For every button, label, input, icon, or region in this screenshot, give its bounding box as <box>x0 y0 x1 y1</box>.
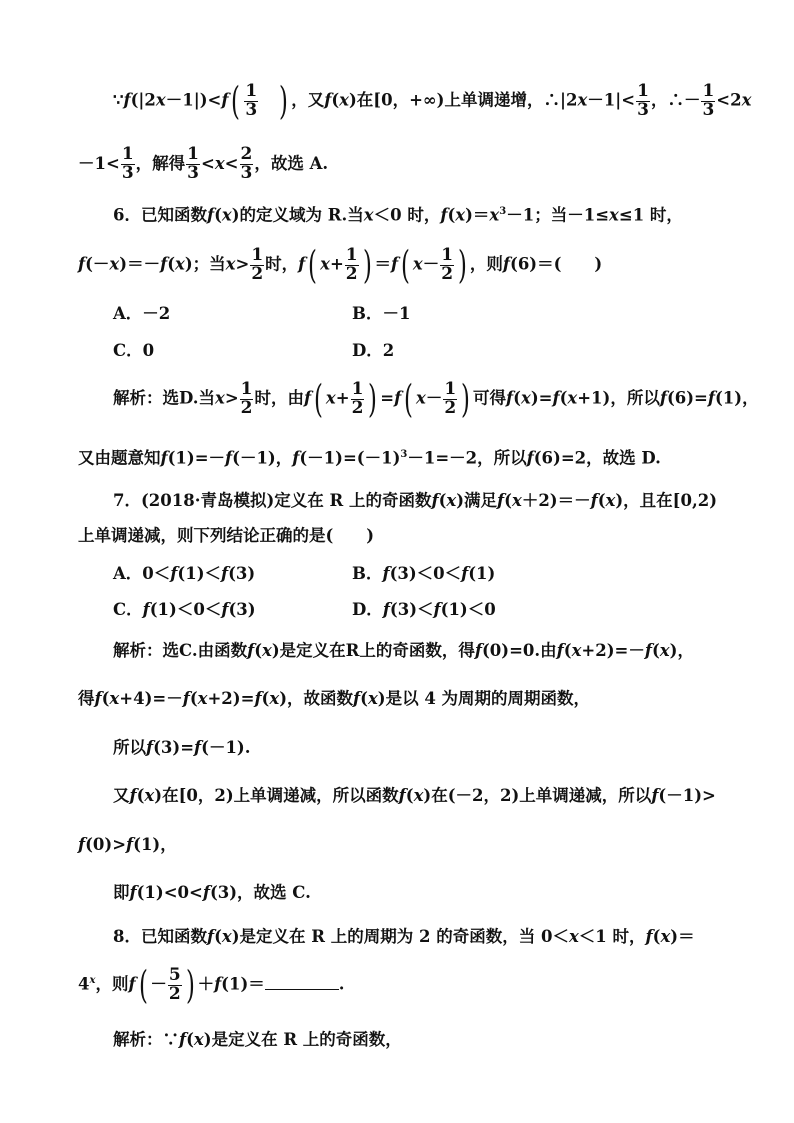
text: f <box>645 927 653 946</box>
text: ＝ <box>374 254 391 274</box>
text: x <box>175 254 185 274</box>
text: f <box>221 600 229 619</box>
text: )在[0，+∞)上单调递增，∴|2 <box>348 90 578 110</box>
text: x <box>660 927 671 946</box>
fraction <box>168 964 182 1004</box>
text: f <box>298 254 306 274</box>
text: (－1). <box>201 738 251 757</box>
text: (6)=2，故选 D. <box>533 448 661 468</box>
text: f <box>202 883 210 902</box>
text: f <box>78 835 86 854</box>
text: > <box>235 254 250 274</box>
text: －1|)< <box>165 90 222 110</box>
text: )是定义在 R 上的奇函数， <box>203 1030 402 1049</box>
left-paren: ( <box>401 243 410 287</box>
text: (3)= <box>153 738 195 757</box>
denominator: 2 <box>351 397 364 418</box>
text: (3)＜ <box>389 600 434 619</box>
text: <2 <box>716 90 742 110</box>
text: (－1)> <box>658 786 716 805</box>
text: 可得 <box>473 388 507 408</box>
text: x <box>262 641 272 660</box>
text: (－1)， <box>232 448 293 468</box>
text: f <box>170 564 178 583</box>
text: +2)= <box>207 689 255 708</box>
right-paren: ) <box>368 377 378 421</box>
text: (0)> <box>85 835 127 854</box>
text: )， <box>669 641 694 660</box>
text: < <box>201 153 215 173</box>
text: x <box>511 491 522 510</box>
text: f <box>254 689 262 708</box>
text: 8．已知函数 <box>113 927 207 946</box>
text: f <box>506 388 514 408</box>
text: ( <box>186 1030 194 1049</box>
denominator: 2 <box>345 263 358 284</box>
numerator: 1 <box>351 378 364 399</box>
text: ，又 <box>291 90 325 110</box>
right-paren: ) <box>185 963 195 1007</box>
text: ( <box>360 689 368 708</box>
text: 时， <box>265 254 299 274</box>
text: ＜1 时， <box>578 927 646 946</box>
text: x <box>605 491 616 510</box>
text: x <box>325 388 336 408</box>
text: . <box>338 974 345 994</box>
q7-solution-line-4 <box>113 788 716 805</box>
q7-option-a <box>113 566 255 583</box>
text: x <box>363 205 374 225</box>
text: f <box>303 388 312 408</box>
q6-solution-line-1 <box>113 377 759 421</box>
text: f <box>707 388 715 408</box>
text: f <box>94 689 102 708</box>
text: f <box>142 600 150 619</box>
fraction <box>240 378 254 418</box>
text: ( <box>331 90 340 110</box>
text: )的定义域为 R.当 <box>231 205 364 225</box>
q7-option-c <box>113 602 256 619</box>
denominator: 3 <box>637 99 649 120</box>
numerator: 1 <box>345 244 358 265</box>
text: ( <box>597 491 606 510</box>
text: x <box>221 927 232 946</box>
text: (3) <box>228 600 256 619</box>
right-paren: ) <box>461 377 471 421</box>
text: f <box>123 90 131 110</box>
text: f <box>644 641 652 660</box>
denominator: 3 <box>245 99 258 120</box>
text: x <box>577 90 588 110</box>
text: x <box>567 388 578 408</box>
text: ＜0 时， <box>373 205 441 225</box>
text: － <box>150 974 167 994</box>
text: ( <box>254 641 263 660</box>
text: B．－1 <box>352 304 411 323</box>
text: f <box>590 491 598 510</box>
q7-solution-line-3 <box>113 740 250 757</box>
text: f <box>497 491 505 510</box>
text: f <box>128 974 136 994</box>
text: x <box>741 90 752 110</box>
text: (3)＜0＜ <box>389 564 462 583</box>
text: B． <box>352 564 383 583</box>
text: f <box>502 254 511 274</box>
text: (1)， <box>714 388 759 408</box>
text: x <box>339 90 349 110</box>
q6-option-a <box>113 306 170 323</box>
text: ＋2)＝－ <box>521 491 591 510</box>
exponent: 3 <box>499 206 507 217</box>
text: x <box>214 388 225 408</box>
text: x <box>155 90 166 110</box>
text: x <box>269 689 280 708</box>
right-paren: ) <box>279 79 289 123</box>
text: ( <box>559 388 568 408</box>
text: x <box>109 254 120 274</box>
text: 解析：选C.由函数 <box>113 641 248 660</box>
numerator: 1 <box>702 80 715 101</box>
text: < <box>224 153 239 173</box>
text: ∵ <box>113 90 124 110</box>
text: －1|< <box>587 90 636 110</box>
text: )是定义在R上的奇函数，得 <box>271 641 475 660</box>
text: x <box>659 641 670 660</box>
text: D．2 <box>352 341 395 360</box>
q8-solution-line-1 <box>113 1032 402 1049</box>
denominator: 3 <box>121 162 134 183</box>
answer-blank <box>265 977 339 990</box>
text: －1< <box>78 153 120 173</box>
text: f <box>160 448 168 468</box>
text: ( <box>101 689 110 708</box>
text: － <box>422 254 440 274</box>
text: ，则 <box>95 974 129 994</box>
text: x <box>520 388 531 408</box>
p5-line-2 <box>78 146 328 183</box>
text: )＝－ <box>119 254 161 274</box>
q7-stem-line-2 <box>78 528 374 545</box>
q8-stem-line-2 <box>78 963 345 1007</box>
text: ( <box>651 641 660 660</box>
numerator: 1 <box>444 378 457 399</box>
text: 6．已知函数 <box>113 205 207 225</box>
text: f <box>474 641 482 660</box>
text: f <box>526 448 534 468</box>
text: f <box>221 564 229 583</box>
numerator: 1 <box>441 244 454 265</box>
numerator: 5 <box>168 964 181 985</box>
text: ( <box>504 491 512 510</box>
text: f <box>556 641 564 660</box>
text: x <box>489 205 500 225</box>
q7-option-d <box>352 602 496 619</box>
text: (1) <box>468 564 496 583</box>
denominator: 2 <box>441 263 454 284</box>
text: (1)=－ <box>167 448 226 468</box>
q7-solution-line-2 <box>78 691 590 708</box>
numerator: 1 <box>245 80 258 101</box>
text: 得 <box>78 689 95 708</box>
text: ( <box>214 927 222 946</box>
q6-option-c <box>113 343 154 360</box>
text: )是以 4 为周期的周期函数， <box>377 689 591 708</box>
text: + <box>329 254 344 274</box>
text: (1)<0< <box>136 883 203 902</box>
text: (－ <box>85 254 110 274</box>
text: (1)＜0＜ <box>149 600 222 619</box>
text: f <box>126 835 134 854</box>
text: x <box>446 491 457 510</box>
text: x <box>609 205 619 225</box>
text: C． <box>113 600 143 619</box>
text: (1)＜ <box>177 564 222 583</box>
text: ，∴－ <box>650 90 701 110</box>
left-paren: ( <box>308 243 318 287</box>
text: f <box>129 786 137 805</box>
numerator: 1 <box>637 80 649 101</box>
text: f <box>552 388 560 408</box>
text: f <box>129 883 137 902</box>
text: +4)=－ <box>119 689 183 708</box>
text: f <box>353 689 361 708</box>
text: ( <box>447 205 456 225</box>
text: f <box>194 738 202 757</box>
text: f <box>78 254 86 274</box>
text: f <box>433 600 441 619</box>
text: (1)， <box>133 835 177 854</box>
text: C．0 <box>113 341 155 360</box>
fraction <box>240 146 254 183</box>
text: 即 <box>113 883 130 902</box>
text: f <box>431 491 439 510</box>
numerator: 1 <box>121 144 134 164</box>
q6-option-d <box>352 343 394 360</box>
numerator: 1 <box>251 244 264 265</box>
text: )在(－2，2)上单调递减，所以 <box>423 786 652 805</box>
text: )= <box>530 388 553 408</box>
text: x <box>193 1030 204 1049</box>
text: 又由题意知 <box>78 448 161 468</box>
text: ( <box>563 641 572 660</box>
text: +2)=－ <box>581 641 645 660</box>
text: x <box>412 254 423 274</box>
text: f <box>214 974 222 994</box>
fraction <box>345 244 359 284</box>
text: x <box>109 689 120 708</box>
text: ( <box>438 491 447 510</box>
text: f <box>659 388 667 408</box>
q6-stem-line-2 <box>78 243 603 287</box>
numerator: 2 <box>240 144 253 164</box>
left-paren: ( <box>314 377 323 421</box>
text: (6)＝( ) <box>510 254 603 274</box>
text: －1=－2，所以 <box>407 448 527 468</box>
fraction <box>351 378 365 418</box>
text: )，故函数 <box>279 689 354 708</box>
text: ( <box>189 689 198 708</box>
left-paren: ( <box>231 79 241 123</box>
q7-stem-line-1 <box>113 493 717 510</box>
denominator: 3 <box>187 162 199 183</box>
text: ，故选 A. <box>254 153 329 173</box>
left-paren: ( <box>138 963 148 1007</box>
text: x <box>225 254 236 274</box>
text: x <box>571 641 582 660</box>
q6-stem-line-1 <box>113 207 683 224</box>
text: ( <box>167 254 175 274</box>
fraction <box>636 80 650 120</box>
text: x <box>221 205 232 225</box>
text: f <box>382 600 390 619</box>
text: 所以 <box>113 738 146 757</box>
text: A．0＜ <box>113 564 171 583</box>
text: ( <box>136 786 145 805</box>
text: )＝ <box>670 927 695 946</box>
text: f <box>206 927 215 946</box>
p5-line-1 <box>113 79 752 123</box>
text: x <box>455 205 466 225</box>
text: A．－2 <box>113 304 171 323</box>
denominator: 2 <box>444 397 457 418</box>
text: ＋ <box>197 974 215 994</box>
fraction <box>121 146 135 183</box>
text: (－1)=(－1) <box>299 448 401 468</box>
text: )，且在[0,2) <box>615 491 718 510</box>
text: )；当 <box>184 254 226 274</box>
fraction <box>701 80 715 120</box>
text: ，则 <box>469 254 503 274</box>
text: x <box>144 786 155 805</box>
fraction <box>250 244 264 284</box>
text: f <box>160 254 168 274</box>
denominator: 3 <box>702 99 715 120</box>
text: D． <box>352 600 383 619</box>
text: f <box>206 205 215 225</box>
text: > <box>224 388 239 408</box>
numerator: 1 <box>187 144 199 164</box>
text: ，解得 <box>135 153 186 173</box>
text: f <box>324 90 332 110</box>
text: x <box>320 254 330 274</box>
numerator: 1 <box>240 378 253 399</box>
q6-solution-line-2 <box>78 450 661 467</box>
text: x <box>367 689 378 708</box>
text: 解析：选D.当 <box>113 388 215 408</box>
text: f <box>292 448 300 468</box>
text: x <box>413 786 424 805</box>
q7-option-b <box>352 566 495 583</box>
q7-solution-line-1 <box>113 643 694 660</box>
text: f <box>225 448 233 468</box>
text: x <box>214 153 225 173</box>
text: f <box>182 689 190 708</box>
text: ( <box>261 689 270 708</box>
text: x <box>197 689 208 708</box>
text: f <box>651 786 659 805</box>
text: )在[0，2)上单调递减，所以函数 <box>154 786 399 805</box>
text: (3)，故选 C. <box>209 883 311 902</box>
fraction <box>244 80 258 120</box>
text: 又 <box>113 786 130 805</box>
text: x <box>416 388 426 408</box>
text: x <box>568 927 579 946</box>
text: － <box>425 388 443 408</box>
text: f <box>461 564 469 583</box>
text: f <box>146 738 154 757</box>
q8-stem-line-1 <box>113 929 695 946</box>
text: ≤1 时， <box>618 205 683 225</box>
fraction <box>186 146 200 183</box>
text: (1)＜0 <box>440 600 496 619</box>
text: f <box>398 786 406 805</box>
text: ( <box>405 786 414 805</box>
denominator: 2 <box>168 983 181 1004</box>
text: －1；当－1≤ <box>506 205 610 225</box>
denominator: 3 <box>240 162 253 183</box>
text: (6)= <box>666 388 708 408</box>
text: f <box>440 205 448 225</box>
text: (|2 <box>130 90 156 110</box>
text: f <box>179 1030 187 1049</box>
text: )是定义在 R 上的周期为 2 的奇函数，当 0＜ <box>231 927 569 946</box>
q7-solution-line-5 <box>78 837 177 854</box>
text: 时，由 <box>254 388 304 408</box>
q7-solution-line-6 <box>113 885 311 902</box>
denominator: 2 <box>251 263 264 284</box>
text: )满足 <box>456 491 498 510</box>
q6-option-b <box>352 306 410 323</box>
exponent: x <box>89 975 96 986</box>
text: f <box>394 388 402 408</box>
right-paren: ) <box>362 243 372 287</box>
text: (0)=0.由 <box>482 641 557 660</box>
denominator: 2 <box>240 397 253 418</box>
text: 上单调递减，则下列结论正确的是( ) <box>78 526 375 545</box>
text: +1)，所以 <box>577 388 660 408</box>
left-paren: ( <box>404 377 414 421</box>
exponent: 3 <box>400 449 408 460</box>
text: ( <box>214 205 222 225</box>
text: f <box>221 90 229 110</box>
right-paren: ) <box>458 243 467 287</box>
fraction <box>443 378 457 418</box>
text: (1)＝ <box>221 974 265 994</box>
text: + <box>335 388 350 408</box>
text: ( <box>513 388 521 408</box>
text: 解析：∵ <box>113 1030 179 1049</box>
text: 7．(2018·青岛模拟)定义在 R 上的奇函数 <box>113 491 432 510</box>
text: 4 <box>78 974 90 994</box>
text: f <box>382 564 390 583</box>
text: )＝ <box>465 205 490 225</box>
text: = <box>380 388 395 408</box>
fraction <box>440 244 454 284</box>
text: f <box>390 254 399 274</box>
text: (3) <box>228 564 256 583</box>
text: f <box>247 641 255 660</box>
text: ( <box>652 927 661 946</box>
